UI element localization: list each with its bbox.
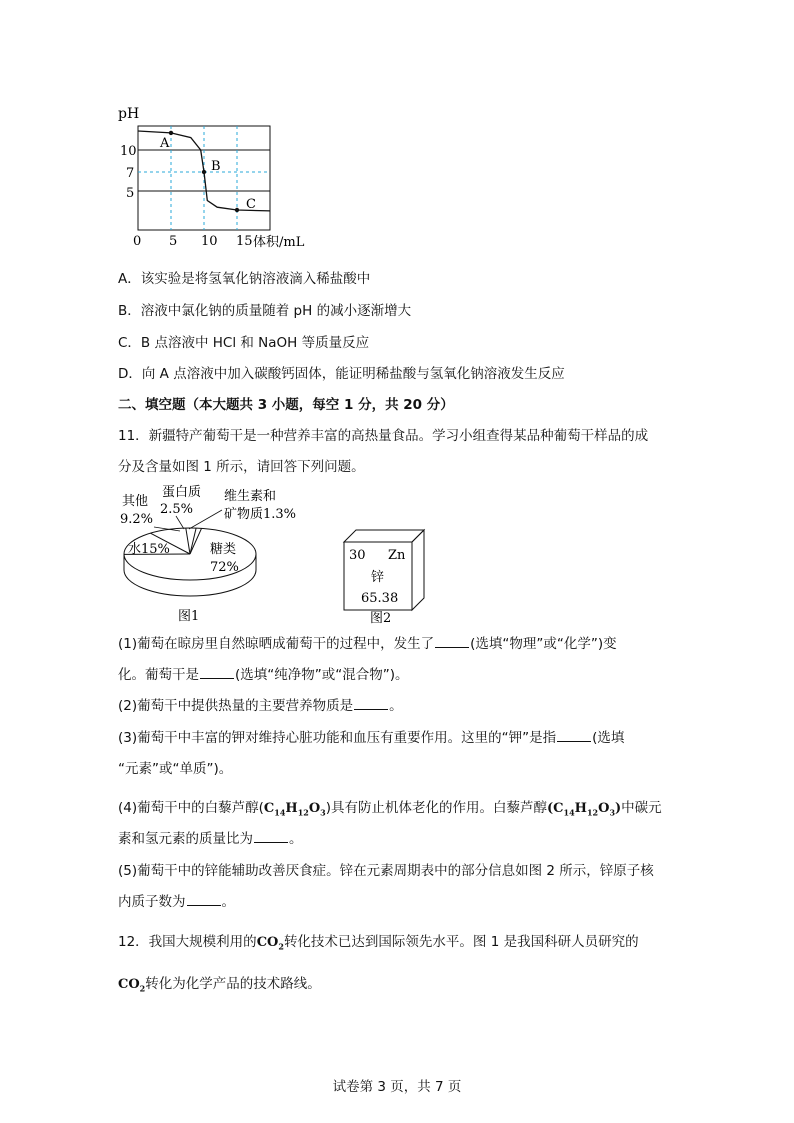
fig2-element-tile <box>340 522 440 626</box>
answer-blank[interactable] <box>557 729 591 742</box>
atomic-mass: 65.38 <box>361 591 399 606</box>
x-axis-title: 体积/mL <box>253 235 305 250</box>
point-a <box>169 131 173 135</box>
q11-part-1-line-2: 化。葡萄干是 (选填“纯净物”或“混合物”)。 <box>118 667 409 683</box>
label-sugar-value: 72% <box>210 560 239 575</box>
chart-grid <box>138 126 270 230</box>
answer-blank[interactable] <box>187 893 221 906</box>
y-tick-10: 10 <box>120 144 137 159</box>
option-c: C．B 点溶液中 HCl 和 NaOH 等质量反应 <box>118 335 370 351</box>
atomic-number: 30 <box>349 548 366 563</box>
x-tick-0: 0 <box>133 234 142 249</box>
plot-frame <box>138 126 270 230</box>
leader-protein <box>176 516 184 529</box>
point-label-a: A <box>160 136 170 151</box>
y-tick-5: 5 <box>126 186 135 201</box>
label-sugar-name: 糖类 <box>210 542 237 557</box>
label-protein-value: 2.5% <box>160 502 194 517</box>
answer-blank[interactable] <box>200 666 234 679</box>
label-other-value: 9.2% <box>120 512 154 527</box>
q11-part-3-line-2: “元素”或“单质”)。 <box>118 761 233 777</box>
q11-line-1: 11．新疆特产葡萄干是一种营养丰富的高热量食品。学习小组查得某品种葡萄干样品的成 <box>118 428 649 444</box>
x-tick-15: 15 <box>236 234 253 249</box>
point-label-b: B <box>211 159 221 174</box>
label-vitamin-value: 矿物质1.3% <box>224 507 297 522</box>
q12-line-2: $CO_2$转化为化学产品的技术路线。 <box>118 976 321 994</box>
label-vitamin-name: 维生素和 <box>224 489 277 504</box>
label-protein-name: 蛋白质 <box>162 485 202 500</box>
point-b <box>202 170 206 174</box>
section-title: 二、填空题（本大题共 3 小题，每空 1 分，共 20 分） <box>118 397 454 413</box>
resveratrol-formula: $C_{14}H_{12}O_3$ <box>263 801 326 818</box>
q11-part-2: (2)葡萄干中提供热量的主要营养物质是 。 <box>118 698 403 714</box>
q11-part-5-line-1: (5)葡萄干中的锌能辅助改善厌食症。锌在元素周期表中的部分信息如图 2 所示，锌原子核 <box>118 863 654 879</box>
option-d: D．向 A 点溶液中加入碳酸钙固体，能证明稀盐酸与氢氧化钠溶液发生反应 <box>118 366 565 382</box>
leader-vitamin <box>189 510 222 529</box>
x-tick-10: 10 <box>201 234 218 249</box>
page-footer: 试卷第 3 页，共 7 页 <box>332 1079 462 1095</box>
label-water: 水15% <box>128 542 170 557</box>
element-name: 锌 <box>371 570 385 585</box>
answer-blank[interactable] <box>435 635 469 648</box>
co2-formula: $CO_2$ <box>256 935 284 952</box>
q12-line-1: 12．我国大规模利用的$CO_2$转化技术已达到国际领先水平。图 1 是我国科研人员研究的 <box>118 934 639 952</box>
point-label-c: C <box>246 197 256 212</box>
q11-line-2: 分及含量如图 1 所示，请回答下列问题。 <box>118 459 365 475</box>
element-symbol: Zn <box>388 548 406 563</box>
point-c <box>235 208 239 212</box>
answer-blank[interactable] <box>354 697 388 710</box>
label-other-name: 其他 <box>122 494 149 509</box>
q11-part-4-line-1: (4)葡萄干中的白藜芦醇$(C_{14}H_{12}O_3)$具有防止机体老化的作用。白藜芦醇$(C_{14}H_{12}O_3)$中碳元 <box>118 800 662 818</box>
answer-blank[interactable] <box>254 830 288 843</box>
fig2-caption: 图2 <box>370 611 392 626</box>
q11-part-1-line-1: (1)葡萄在晾房里自然晾晒成葡萄干的过程中，发生了 (选填“物理”或“化学”)变 <box>118 636 617 652</box>
co2-formula: $CO_2$ <box>118 977 146 994</box>
option-b: B．溶液中氯化钠的质量随着 pH 的减小逐渐增大 <box>118 303 412 319</box>
fig1-caption: 图1 <box>178 609 200 624</box>
y-tick-7: 7 <box>126 166 135 181</box>
option-a: A．该实验是将氢氧化钠溶液滴入稀盐酸中 <box>118 271 371 287</box>
q11-part-4-line-2: 素和氢元素的质量比为 。 <box>118 831 303 847</box>
ph-chart <box>110 98 320 253</box>
resveratrol-formula: $(C_{14}H_{12}O_3)$ <box>547 801 622 818</box>
y-axis-title: pH <box>118 106 140 122</box>
q11-part-3-line-1: (3)葡萄干中丰富的钾对维持心脏功能和血压有重要作用。这里的“钾”是指 (选填 <box>118 730 625 746</box>
x-tick-5: 5 <box>169 234 178 249</box>
q11-part-5-line-2: 内质子数为 。 <box>118 894 235 910</box>
fig1-pie-chart <box>118 482 308 624</box>
